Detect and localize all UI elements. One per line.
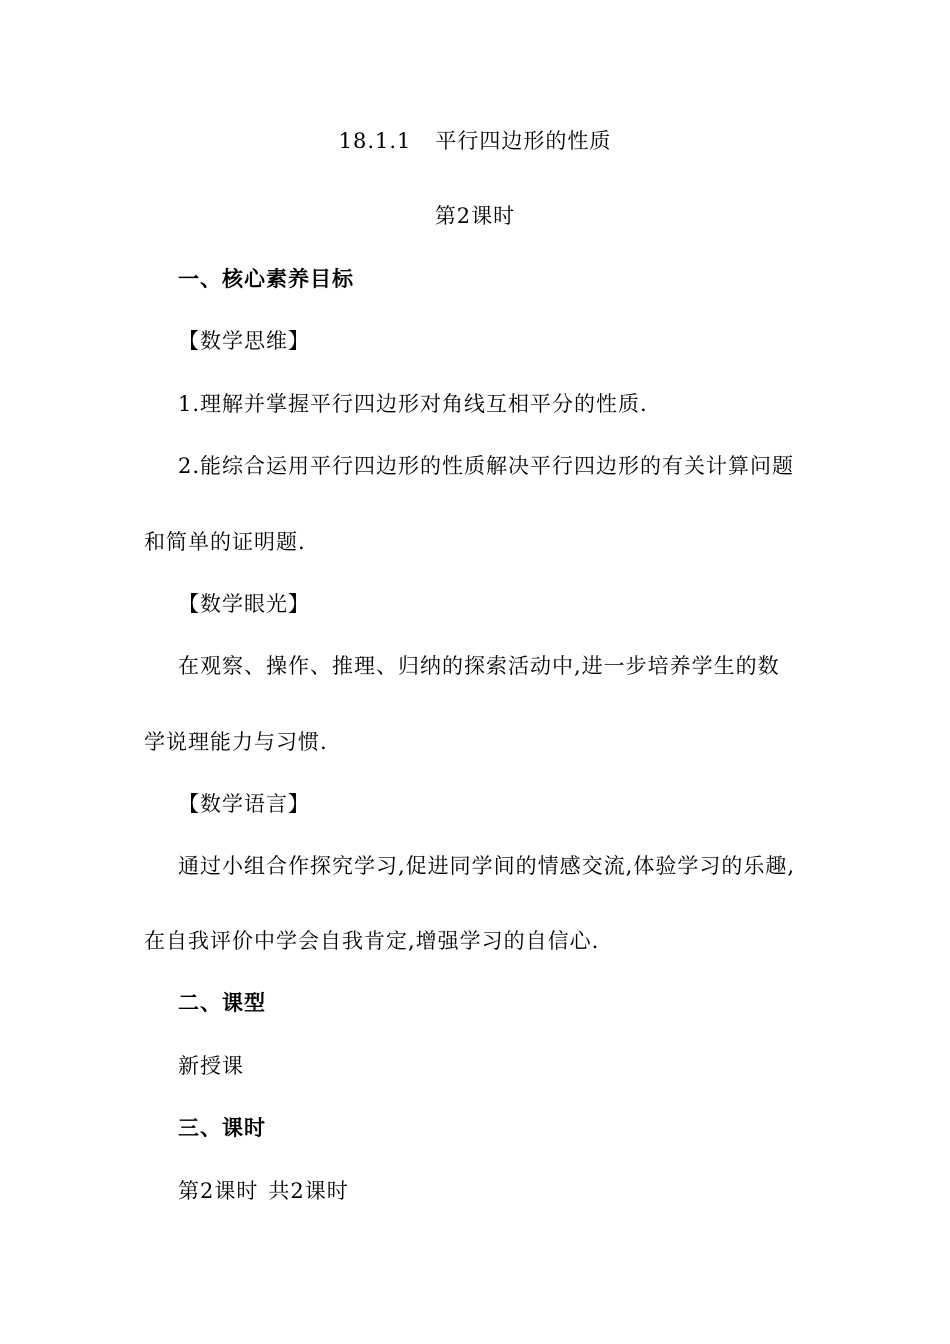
label-math-thinking: 【数学思维】: [178, 329, 310, 353]
lesson-hours-current: 第2课时: [178, 1179, 259, 1203]
section-heading-core-goals: 一、核心素养目标: [178, 267, 354, 291]
thinking-item-2-line-2: 和简单的证明题.: [144, 530, 306, 554]
label-math-language: 【数学语言】: [178, 792, 310, 816]
lesson-type-content: 新授课: [178, 1054, 244, 1078]
title-number: 18.1.1: [338, 129, 412, 153]
label-math-vision: 【数学眼光】: [178, 592, 310, 616]
lesson-hours-content: [178, 1177, 349, 1205]
lesson-hours-total: 共2课时: [268, 1179, 349, 1203]
vision-line-1: 在观察、操作、推理、归纳的探索活动中,进一步培养学生的数: [178, 654, 780, 678]
title-text: 平行四边形的性质: [435, 129, 612, 153]
vision-line-2: 学说理能力与习惯.: [144, 730, 328, 754]
language-line-1: 通过小组合作探究学习,促进同学间的情感交流,体验学习的乐趣,: [178, 854, 796, 878]
section-heading-lesson-type: 二、课型: [178, 991, 266, 1015]
thinking-item-1: 1.理解并掌握平行四边形对角线互相平分的性质.: [178, 392, 648, 416]
document-subtitle: 第2课时: [434, 204, 516, 228]
thinking-item-2-line-1: 2.能综合运用平行四边形的性质解决平行四边形的有关计算问题: [178, 454, 795, 478]
language-line-2: 在自我评价中学会自我肯定,增强学习的自信心.: [144, 929, 600, 953]
document-title: [0, 127, 950, 155]
section-heading-lesson-hours: 三、课时: [178, 1116, 266, 1140]
